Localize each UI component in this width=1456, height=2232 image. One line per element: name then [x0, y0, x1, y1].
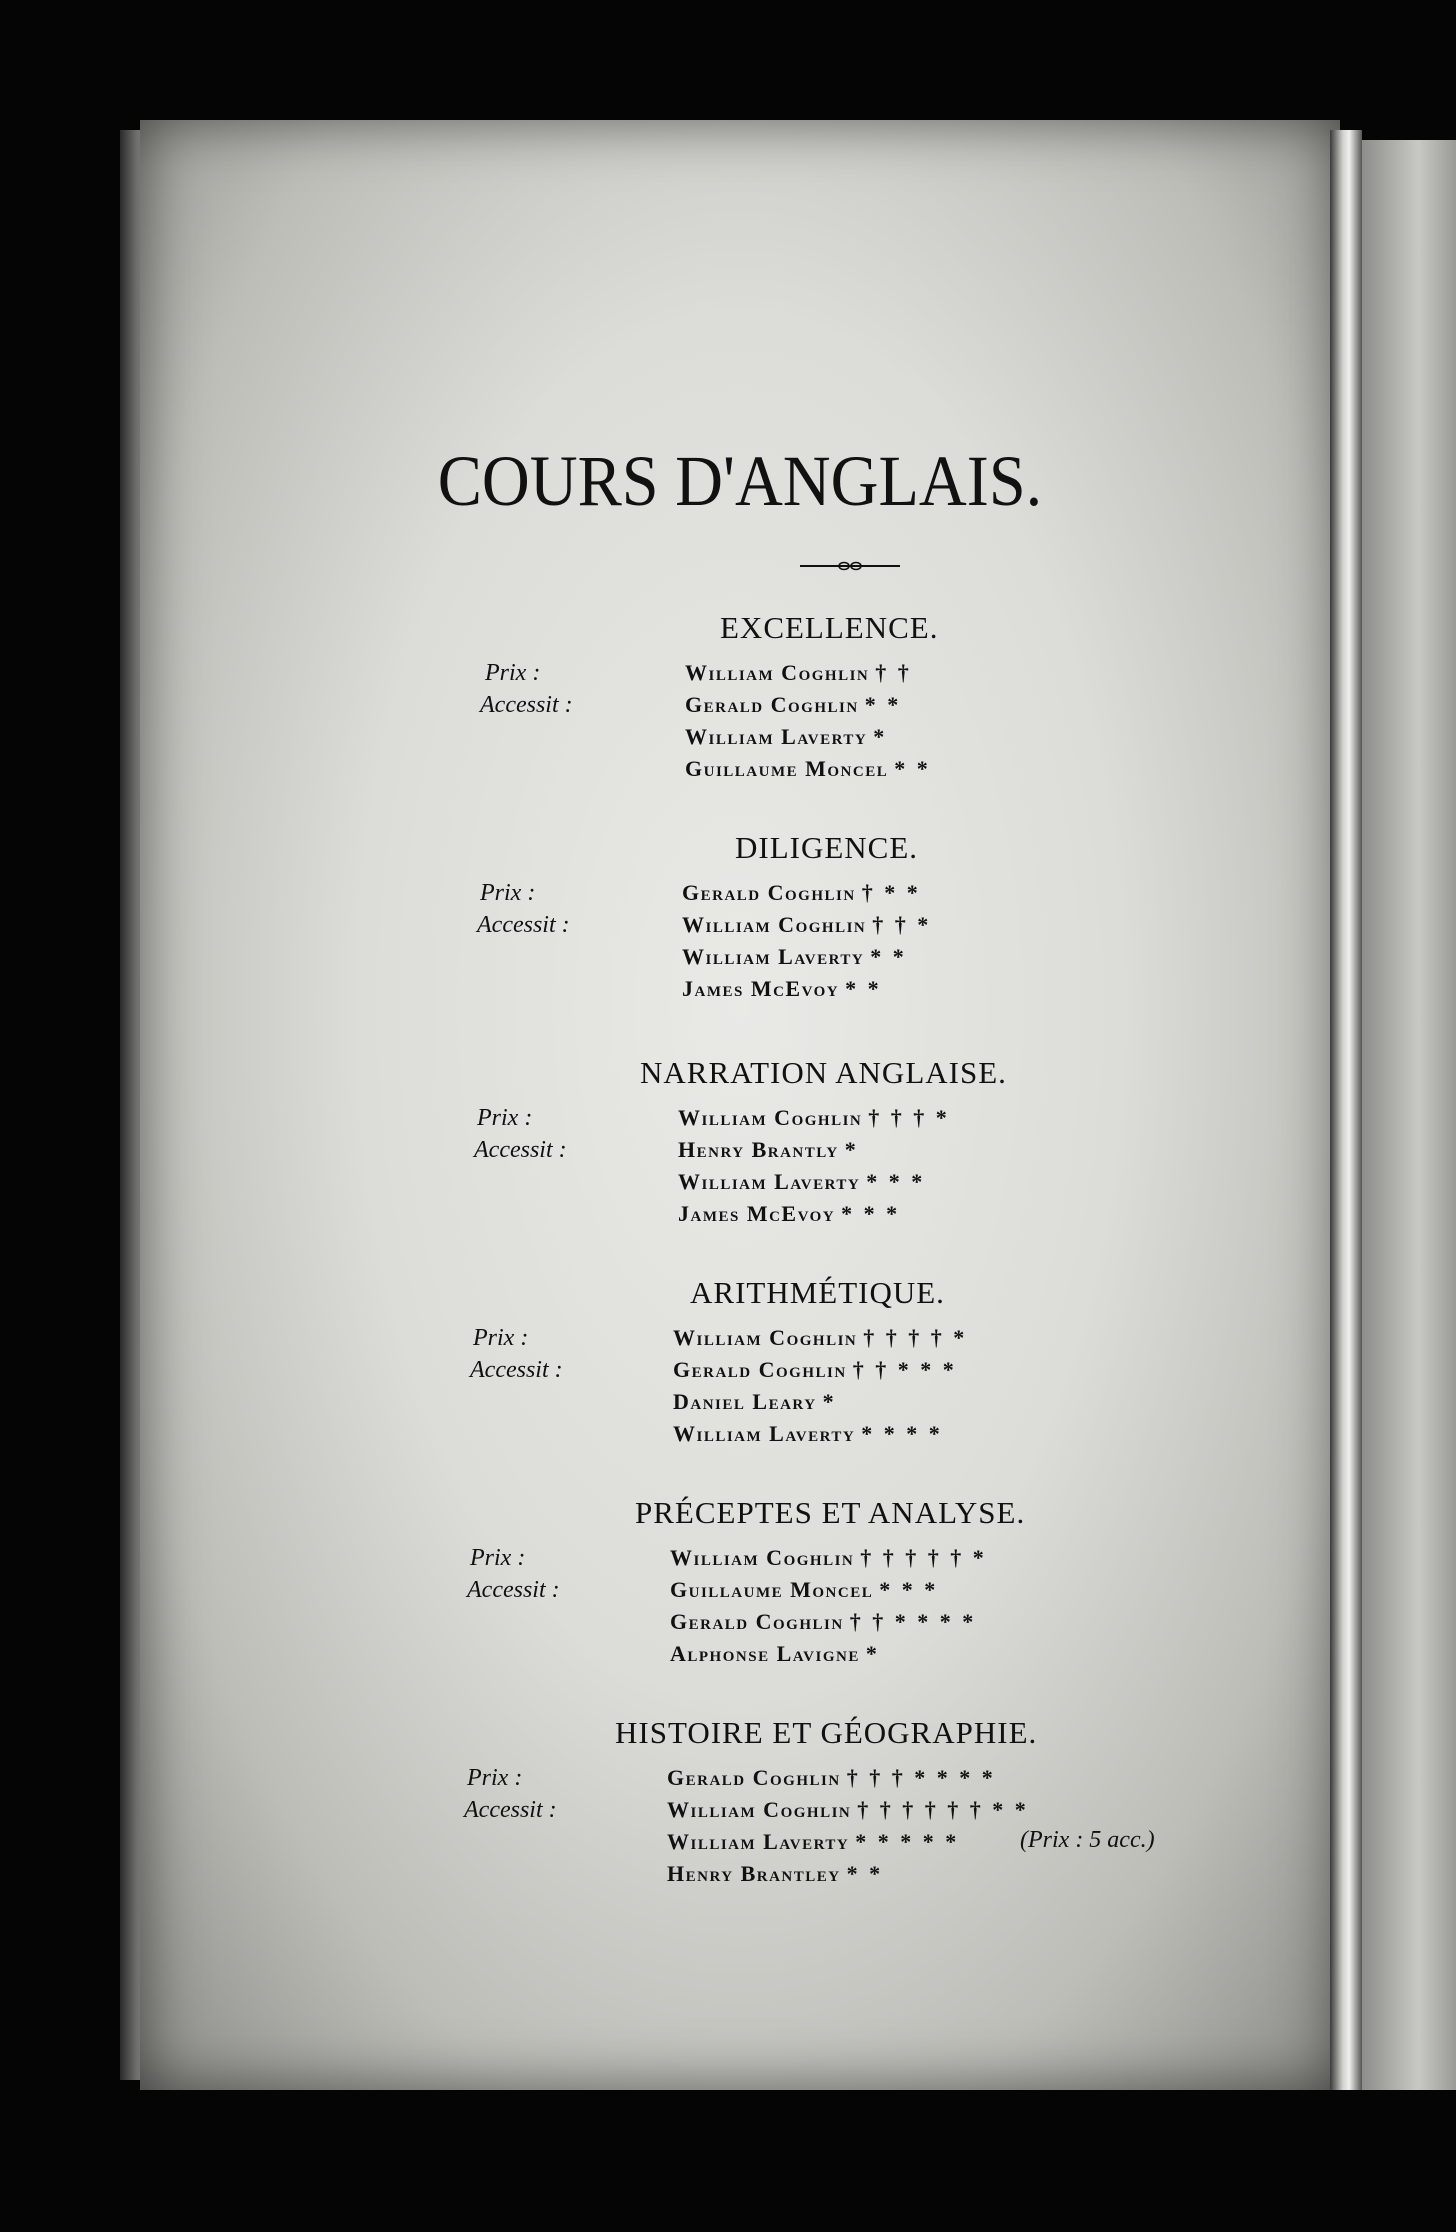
list-item: William Laverty *	[685, 724, 888, 749]
list-item: Gerald Coghlin † * *	[682, 880, 921, 905]
list-item: William Laverty * * *	[678, 1169, 926, 1194]
prix-label: Prix :	[473, 1325, 529, 1351]
accessit-label: Accessit :	[474, 1137, 567, 1163]
list-item: William Laverty * * * *	[673, 1421, 943, 1446]
accessit-label: Accessit :	[464, 1797, 557, 1823]
list-item: Gerald Coghlin † † * * *	[673, 1357, 957, 1382]
prix-label: Prix :	[477, 1105, 533, 1131]
list-item: James McEvoy * *	[682, 976, 882, 1001]
list-item: William Coghlin † † † † † *	[670, 1545, 987, 1570]
page-title: COURS D'ANGLAIS.	[437, 441, 1043, 521]
section-heading-excellence: EXCELLENCE.	[720, 610, 939, 645]
accessit-label: Accessit :	[480, 692, 573, 718]
list-item: Gerald Coghlin † † † * * * *	[667, 1765, 996, 1790]
list-item: William Coghlin † † † † † † * *	[667, 1797, 1029, 1822]
list-item: William Coghlin † † *	[682, 912, 932, 937]
accessit-label: Accessit :	[467, 1577, 560, 1603]
accessit-label: Accessit :	[477, 912, 570, 938]
list-item: Alphonse Lavigne *	[670, 1641, 880, 1666]
section-heading-histoire-et-geographie: HISTOIRE ET GÉOGRAPHIE.	[615, 1715, 1038, 1750]
prix-label: Prix :	[470, 1545, 526, 1571]
list-item: Henry Brantly *	[678, 1137, 859, 1162]
section-heading-preceptes-et-analyse: PRÉCEPTES ET ANALYSE.	[635, 1495, 1026, 1530]
page-content	[140, 120, 1340, 2090]
section-heading-diligence: DILIGENCE.	[735, 830, 919, 865]
prix-label: Prix :	[485, 660, 541, 686]
list-item: Henry Brantley * *	[667, 1861, 884, 1886]
list-item: Gerald Coghlin † † * * * *	[670, 1609, 977, 1634]
prix-label: Prix :	[480, 880, 536, 906]
section-heading-arithmetique: ARITHMÉTIQUE.	[690, 1275, 945, 1310]
list-item: Guillaume Moncel * *	[685, 756, 931, 781]
accessit-label: Accessit :	[470, 1357, 563, 1383]
list-item: Gerald Coghlin * *	[685, 692, 902, 717]
title-ornament	[800, 560, 900, 572]
list-item: William Laverty * * * * *	[667, 1829, 960, 1854]
facing-page	[1362, 140, 1456, 2090]
list-item: Guillaume Moncel * * *	[670, 1577, 939, 1602]
section-heading-narration-anglaise: NARRATION ANGLAISE.	[640, 1055, 1007, 1090]
prix-label: Prix :	[467, 1765, 523, 1791]
list-item: William Coghlin † †	[685, 660, 912, 685]
list-item: Daniel Leary *	[673, 1389, 837, 1414]
prize-note: (Prix : 5 acc.)	[1020, 1827, 1155, 1853]
list-item: William Laverty * *	[682, 944, 907, 969]
list-item: James McEvoy * * *	[678, 1201, 901, 1226]
list-item: William Coghlin † † † † *	[673, 1325, 968, 1350]
list-item: William Coghlin † † † *	[678, 1105, 950, 1130]
